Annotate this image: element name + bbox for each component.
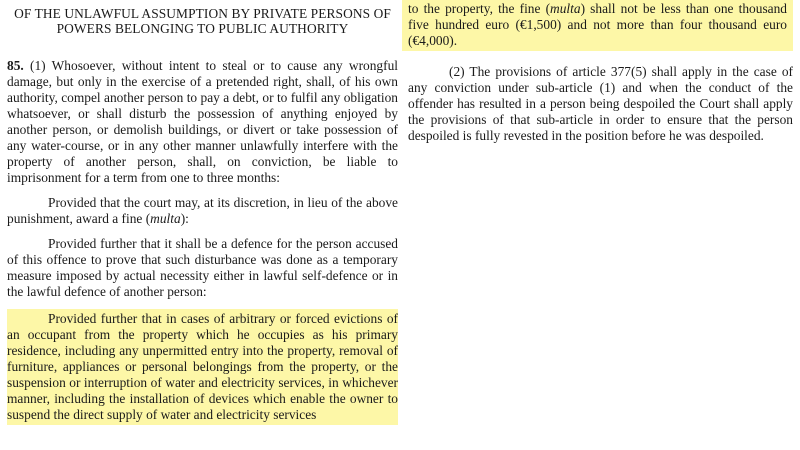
proviso-1-before: Provided that the court may, at its discretion, in lieu of the above punishment, award a fine ( [7,195,398,226]
proviso-3-highlighted: Provided further that in cases of arbitrary or forced evictions of an occupant from the property which he occupies as his primary residence, including any unpermitted entry into the property, removal of furniture, appliances or personal belongings from the property, or the suspension or interruption of water and electricity services, in whichever manner, including the installation of devices which enable the owner to suspend the direct supply of water and electricity services [7,309,398,425]
proviso-1 [7,195,398,227]
left-column [7,0,398,425]
right-column [408,0,793,144]
subsection-2: (2) The provisions of article 377(5) shall apply in the case of any conviction under sub-article (1) and when the conduct of the offender has resulted in a person being despoiled the Court shall apply the provisions of that sub-article in order to ensure that the person despoiled is fully revested in the position before he was despoiled. [408,64,793,143]
proviso-3-continuation-highlighted [402,0,793,51]
proviso-1-after: ): [180,211,189,226]
continuation-before: to the property, the fine ( [408,1,551,16]
continuation-after: ) shall not be less than one thousand five hundred euro (€1,500) and not more than four thousand euro (€4,000). [408,1,787,48]
proviso-2: Provided further that it shall be a defence for the person accused of this offence to prove that such disturbance was done as a temporary measure imposed by actual necessity either in lawful self-defence or in the lawful defence of another person: [7,236,398,299]
continuation-italic: multa [550,1,581,16]
subsection-1-text: (1) Whosoever, without intent to steal or to cause any wrongful damage, but only in the exercise of a pretended right, shall, of his own authority, compel another person to pay a debt, or to fulfil any obligation whatsoever, or shall disturb the possession of anything enjoyed by another person, or demolish buildings, or divert or take possession of any water-course, or in any other manner unlawfully interfere with the property of another person, shall, on conviction, be liable to imprisonment for a term from one to three months: [7,58,398,185]
section-heading: OF THE UNLAWFUL ASSUMPTION BY PRIVATE PERSONS OF POWERS BELONGING TO PUBLIC AUTHORITY [14,6,391,36]
section-number: 85. [7,58,24,73]
proviso-1-italic: multa [150,211,181,226]
subsection-1 [7,58,398,186]
